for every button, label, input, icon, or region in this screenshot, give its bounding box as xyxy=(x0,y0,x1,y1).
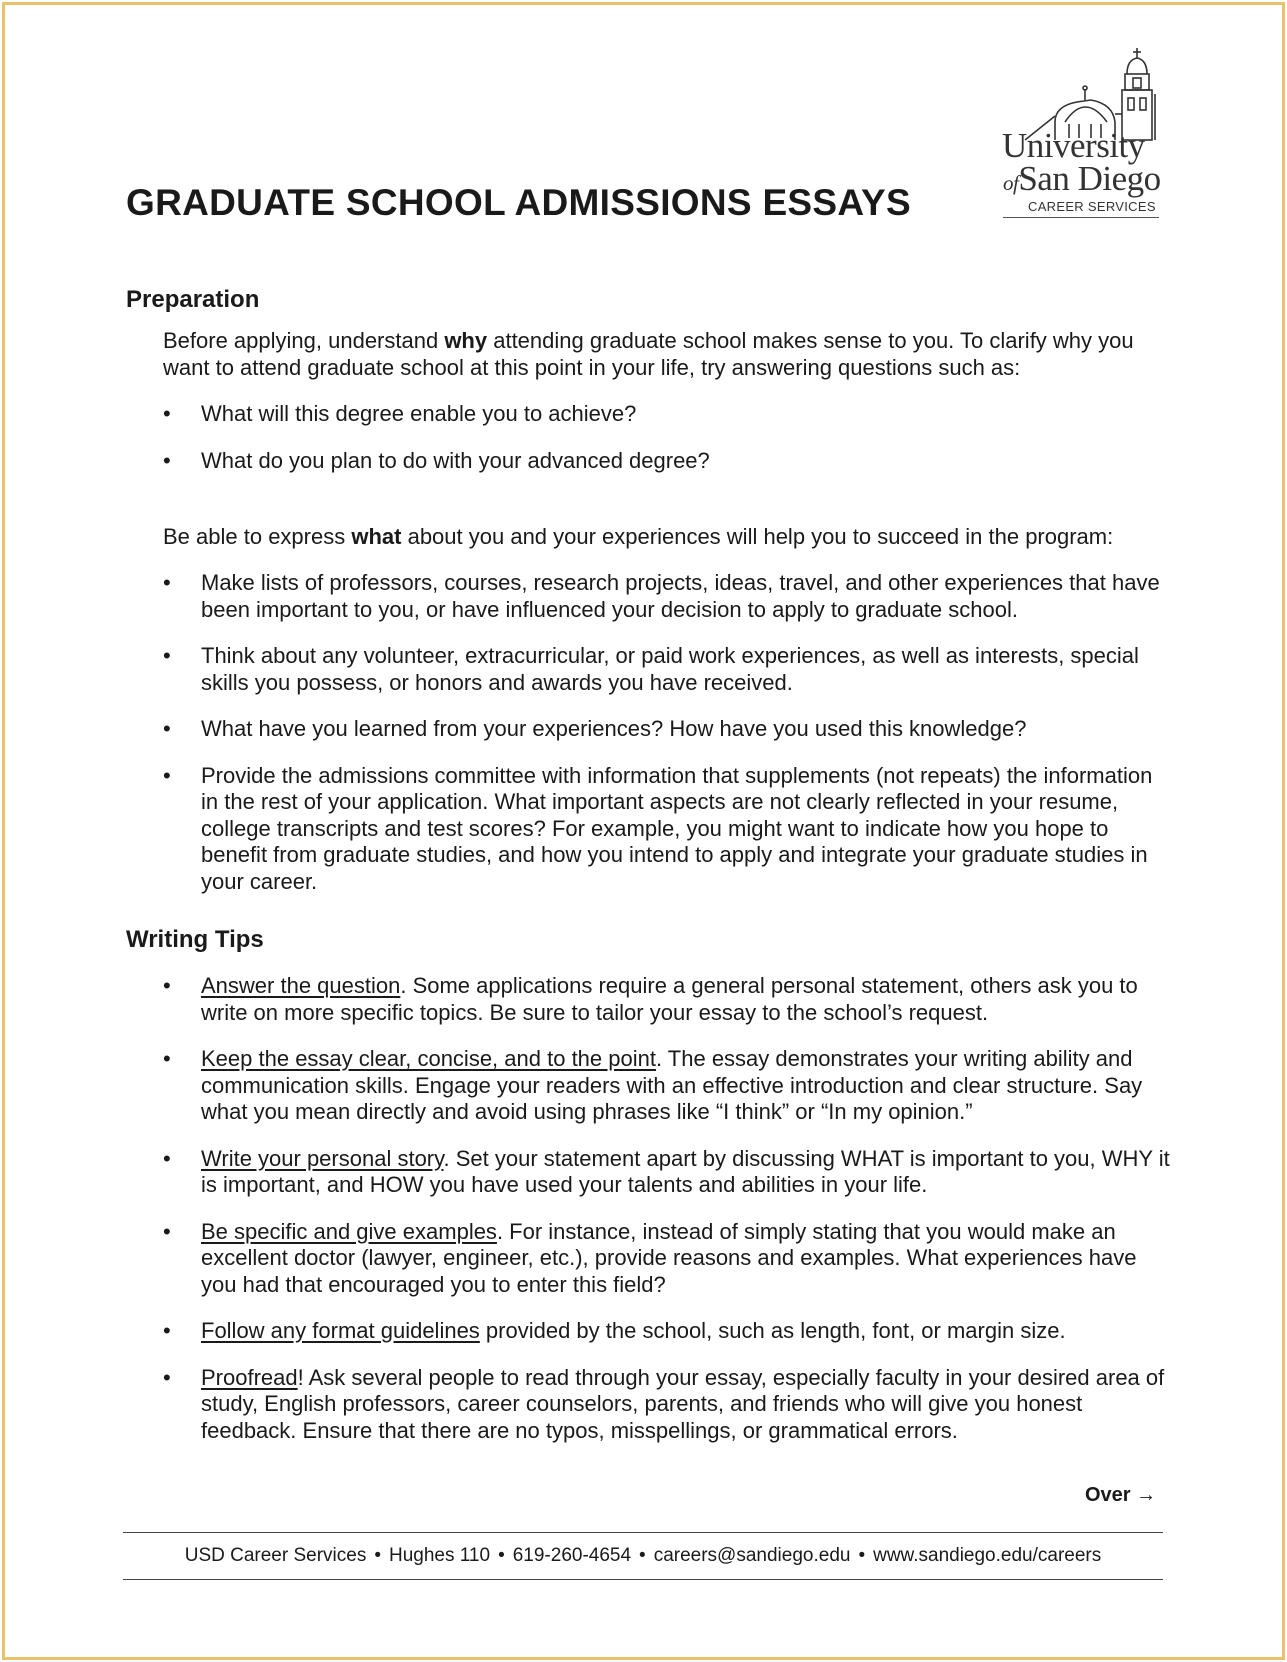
bullet: • xyxy=(163,401,171,426)
footer-office: USD Career Services xyxy=(184,1545,367,1566)
tip-lead: Write your personal story xyxy=(201,1145,444,1171)
preparation-heading: Preparation xyxy=(126,286,260,313)
bullet: • xyxy=(163,570,171,595)
bullet: • xyxy=(163,1318,171,1343)
logo-career-services-text: CAREER SERVICES xyxy=(1028,199,1156,214)
item-text: Provide the admissions committee with information that supplements (not repeats) the information in the rest of your application. What important aspects are not clearly reflected in your resume, college transcripts and test scores? For example, you might want to indicate how you hope to benefit from graduate studies, and how you intend to apply and integrate your graduate studies in your career. xyxy=(201,762,1153,894)
logo-divider xyxy=(1003,217,1159,218)
footer-email-link[interactable]: careers@sandiego.edu xyxy=(653,1545,851,1566)
tip-text: . Some applications require a general personal statement, others ask you to write on more specific topics. Be sure to tailor your essay to the school’s request. xyxy=(201,973,1138,1025)
footer-separator: • xyxy=(858,1545,866,1566)
footer-website-link[interactable]: www.sandiego.edu/careers xyxy=(873,1545,1102,1566)
tip-text: . The essay demonstrates your writing ability and communication skills. Engage your readers with an effective introduction and clear structure. Say what you mean directly and avoid using phrases like “I think” or “In my opinion.” xyxy=(201,1046,1143,1124)
express-paragraph xyxy=(163,524,1183,551)
bullet: • xyxy=(163,762,171,788)
over-indicator: Over → xyxy=(1085,1484,1157,1506)
writing-tips-heading: Writing Tips xyxy=(126,926,264,953)
footer-separator: • xyxy=(374,1545,381,1566)
list-item xyxy=(163,716,1173,743)
item-text: Think about any volunteer, extracurricular, or paid work experiences, as well as interests, special skills you possess, or honors and awards you have received. xyxy=(201,643,1139,695)
bullet: • xyxy=(163,716,171,741)
list-item xyxy=(163,1046,1173,1126)
bullet: • xyxy=(163,447,171,473)
bullet: • xyxy=(163,1046,171,1071)
preparation-intro xyxy=(163,328,1163,381)
footer-contact xyxy=(123,1545,1163,1567)
footer-separator: • xyxy=(498,1545,505,1566)
tip-text: provided by the school, such as length, font, or margin size. xyxy=(479,1318,1066,1343)
list-item xyxy=(163,1365,1173,1445)
bullet: • xyxy=(163,1364,171,1390)
bullet: • xyxy=(163,1218,171,1244)
list-item xyxy=(163,1318,1173,1345)
list-item xyxy=(163,763,1173,896)
question-text: What will this degree enable you to achieve? xyxy=(201,401,637,426)
question-text: What do you plan to do with your advanced degree? xyxy=(201,447,710,473)
tip-text: . For instance, instead of simply stating that you would make an excellent doctor (lawyer, engineer, etc.), provide reasons and examples. What experiences have you had that encouraged you to enter this field? xyxy=(201,1218,1137,1297)
university-logo xyxy=(995,44,1165,224)
tip-lead: Keep the essay clear, concise, and to the point xyxy=(201,1046,656,1071)
tip-lead: Follow any format guidelines xyxy=(201,1318,480,1343)
bullet: • xyxy=(163,1145,171,1171)
intro-text-post: attending graduate school makes sense to you. To clarify why you want to attend graduate school at this point in your life, try answering questions such as: xyxy=(163,328,1134,380)
list-item xyxy=(163,973,1173,1026)
express-text-pre: Be able to express xyxy=(163,524,352,549)
list-item xyxy=(163,1146,1173,1199)
tip-lead: Proofread xyxy=(201,1364,298,1390)
writing-tips-list xyxy=(163,973,1173,1444)
tip-text: . Set your statement apart by discussing WHAT is important to you, WHY it is important, and HOW you have used your talents and abilities in your life. xyxy=(201,1145,1170,1197)
logo-of-text: of xyxy=(1003,171,1019,195)
footer-top-rule xyxy=(123,1532,1163,1533)
question-list xyxy=(163,401,1173,474)
bullet: • xyxy=(163,643,171,668)
footer-phone: 619-260-4654 xyxy=(512,1545,632,1566)
intro-text-pre: Before applying, understand xyxy=(163,328,445,353)
preparation-list xyxy=(163,570,1173,895)
list-item xyxy=(163,643,1173,696)
logo-university-text: University xyxy=(1002,126,1145,165)
express-bold-what: what xyxy=(351,524,402,549)
footer-separator: • xyxy=(639,1545,646,1566)
tip-text: ! Ask several people to read through your essay, especially faculty in your desired area of study, English professors, career counselors, parents, and friends who will give you honest feedback. Ensure that there are no typos, misspellings, or grammatical errors. xyxy=(201,1364,1165,1443)
tip-lead: Answer the question xyxy=(201,973,401,998)
express-text-post: about you and your experiences will help you to succeed in the program: xyxy=(401,524,1114,549)
footer-location: Hughes 110 xyxy=(389,1545,491,1566)
footer-bottom-rule xyxy=(123,1579,1163,1580)
bullet: • xyxy=(163,973,171,998)
item-text: Make lists of professors, courses, research projects, ideas, travel, and other experiences that have been important to you, or have influenced your decision to apply to graduate school. xyxy=(201,570,1160,622)
list-item xyxy=(163,570,1173,623)
logo-san-diego-text xyxy=(1003,161,1161,201)
tip-lead: Be specific and give examples xyxy=(201,1218,497,1244)
intro-bold-why: why xyxy=(444,328,488,353)
item-text: What have you learned from your experiences? How have you used this knowledge? xyxy=(201,716,1027,741)
list-item xyxy=(163,448,1173,475)
list-item xyxy=(163,401,1173,428)
logo-san-diego-label: San Diego xyxy=(1018,159,1161,198)
page-title: GRADUATE SCHOOL ADMISSIONS ESSAYS xyxy=(126,182,911,223)
list-item xyxy=(163,1219,1173,1299)
